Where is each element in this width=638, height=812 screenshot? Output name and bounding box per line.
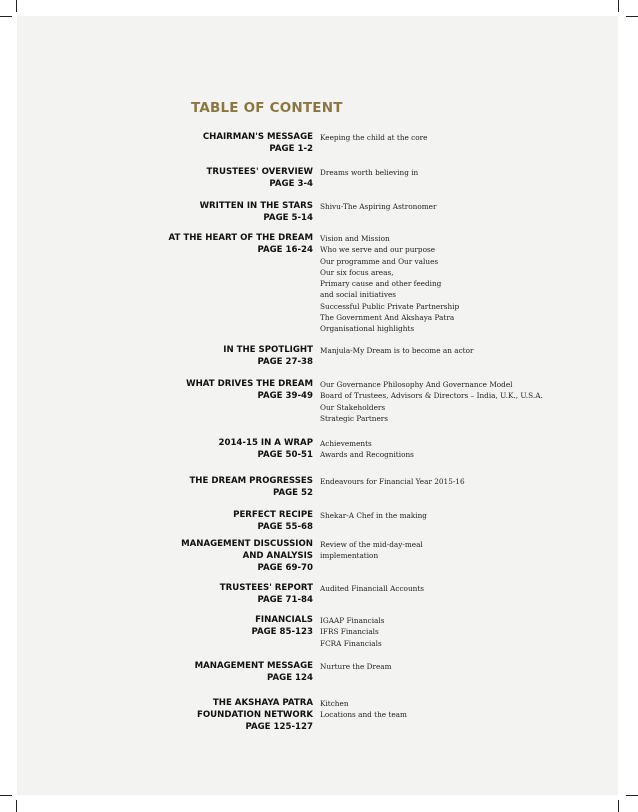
toc-entry-heading [189, 475, 313, 499]
section-title: PERFECT RECIPE [233, 510, 313, 520]
page-range: PAGE 3-4 [269, 179, 313, 190]
topic-item: FCRA Financials [320, 638, 382, 648]
topic-item: IGAAP Financials [320, 616, 385, 625]
toc-entry-topics [320, 233, 459, 335]
toc-entry-topics [320, 476, 465, 487]
toc-entry-heading [220, 582, 313, 606]
topic-item: Shivu-The Aspiring Astronomer [320, 202, 437, 211]
topic-item: IFRS Financials [320, 627, 379, 637]
crop-mark [618, 800, 619, 812]
topic-item: Who we serve and our purpose [320, 245, 436, 255]
toc-entry-topics [320, 510, 427, 521]
page-range: PAGE 50-51 [257, 450, 313, 461]
topic-item: implementation [320, 551, 379, 561]
topic-item: Keeping the child at the core [320, 133, 428, 142]
topic-item: Strategic Partners [320, 413, 389, 423]
page-range: PAGE 16-24 [257, 245, 313, 256]
topic-item: Successful Public Private Partnership [320, 301, 460, 311]
section-title: THE AKSHAYA PATRA [212, 698, 313, 708]
topic-item: Our six focus areas, [320, 267, 394, 277]
toc-entry-topics [320, 345, 473, 356]
section-title: TRUSTEES' OVERVIEW [206, 167, 313, 177]
toc-entry-heading [195, 660, 313, 684]
topic-item: Achievements [320, 439, 372, 448]
section-title: CHAIRMAN'S MESSAGE [202, 132, 313, 142]
page-range: PAGE 69-70 [257, 563, 313, 574]
topic-item: Organisational highlights [320, 324, 415, 334]
section-title: AT THE HEART OF THE DREAM [168, 233, 313, 243]
topic-item: Board of Trustees, Advisors & Directors – India, U.K., U.S.A. [320, 391, 543, 401]
topic-item: The Government And Akshaya Patra [320, 313, 455, 323]
toc-entry-topics [320, 539, 423, 562]
crop-mark [618, 0, 619, 12]
toc-entry-topics [320, 438, 414, 461]
section-title: 2014-15 IN A WRAP [218, 438, 313, 448]
section-title: WHAT DRIVES THE DREAM [186, 379, 313, 389]
toc-entry-heading [218, 437, 313, 461]
toc-entry-heading [200, 200, 313, 224]
page-range: PAGE 124 [266, 673, 313, 684]
topic-item: Dreams worth believing in [320, 168, 419, 177]
topic-item: Our Governance Philosophy And Governance Model [320, 380, 513, 389]
topic-item: Our Stakeholders [320, 402, 386, 412]
toc-entry-topics [320, 661, 392, 672]
topic-item: and social initiatives [320, 290, 397, 300]
section-title: TRUSTEES' REPORT [219, 583, 313, 593]
section-title: AND ANALYSIS [242, 551, 313, 562]
toc-entry-heading [169, 232, 313, 256]
toc-entry-heading [207, 166, 313, 190]
page-range: PAGE 71-84 [257, 595, 313, 606]
toc-entry-topics [320, 379, 543, 424]
toc-entry-topics [320, 583, 424, 594]
section-title: THE DREAM PROGRESSES [189, 476, 313, 486]
topic-item: Vision and Mission [320, 234, 390, 243]
toc-entry-heading [181, 538, 313, 575]
toc-entry-heading [197, 697, 313, 734]
toc-entry-heading [203, 131, 313, 155]
toc-entry-heading [186, 378, 313, 402]
crop-mark [0, 16, 12, 17]
page-range: PAGE 55-68 [257, 522, 313, 533]
crop-mark [626, 16, 638, 17]
page-title: TABLE OF CONTENT [191, 100, 343, 116]
crop-mark [626, 795, 638, 796]
topic-item: Primary cause and other feeding [320, 279, 442, 289]
topic-item: Kitchen [320, 699, 349, 708]
page-range: PAGE 27-38 [257, 357, 313, 368]
section-title: WRITTEN IN THE STARS [199, 201, 313, 211]
toc-entry-heading [223, 344, 313, 368]
topic-item: Awards and Recognitions [320, 450, 414, 460]
page-range: PAGE 85-123 [251, 627, 313, 638]
topic-item: Audited Financiall Accounts [320, 584, 425, 593]
topic-item: Locations and the team [320, 710, 407, 720]
section-title: FINANCIALS [255, 615, 313, 625]
toc-entry-heading [251, 614, 313, 638]
toc-entry-topics [320, 615, 384, 649]
toc-entry-heading [233, 509, 313, 533]
crop-mark [16, 800, 17, 812]
section-title: IN THE SPOTLIGHT [223, 345, 313, 355]
section-title: MANAGEMENT MESSAGE [194, 661, 313, 671]
topic-item: Manjula-My Dream is to become an actor [320, 346, 474, 355]
topic-item: Shekar-A Chef in the making [320, 511, 427, 520]
topic-item: Our programme and Our values [320, 256, 439, 266]
topic-item: Nurture the Dream [320, 662, 392, 671]
page-range: PAGE 1-2 [269, 144, 313, 155]
section-title: FOUNDATION NETWORK [197, 710, 313, 721]
topic-item: Endeavours for Financial Year 2015-16 [320, 477, 465, 486]
toc-entry-topics [320, 167, 418, 178]
section-title: MANAGEMENT DISCUSSION [181, 539, 313, 549]
crop-mark [16, 0, 17, 12]
topic-item: Review of the mid-day-meal [320, 540, 423, 549]
toc-entry-topics [320, 698, 407, 721]
crop-mark [0, 795, 12, 796]
page-range: PAGE 52 [272, 488, 313, 499]
page-range: PAGE 39-49 [257, 391, 313, 402]
page-range: PAGE 5-14 [263, 213, 313, 224]
page-range: PAGE 125-127 [245, 722, 313, 733]
toc-entry-topics [320, 132, 427, 143]
toc-entry-topics [320, 201, 436, 212]
